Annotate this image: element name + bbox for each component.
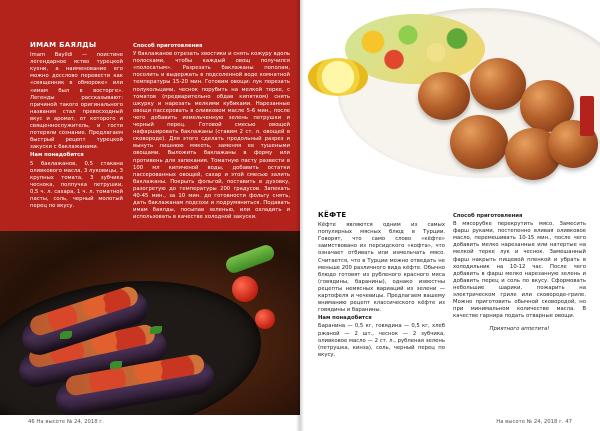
right-page xyxy=(300,0,600,431)
meatball xyxy=(418,72,470,120)
method-heading: Способ приготовления xyxy=(133,43,203,49)
right-column-intro xyxy=(318,212,445,412)
lemon-slice xyxy=(308,58,368,96)
article-intro: Кёфте являются одним из самых популярных мясных блюд в Турции. Говорят, что само слово «кёфте» заимствовано из персидского «кофта», что означает отбивать или измельчать мясо. Считается, что в Турции можно отведать не меньше 200 различного вида кёфте. Обычно блюдо готовят из рубленого красного мяса (говядины, баранины), однако известны рецепты немясных вариаций из зелени — картофеля и чечевицы. Предлагаем вашему вниманию рецепт классического кёфте из говядины и баранины. xyxy=(318,222,445,314)
ingredients-heading: Нам понадобится xyxy=(30,152,84,159)
meatball xyxy=(450,115,508,169)
stuffed-eggplant-photo xyxy=(0,231,300,431)
ingredients-text: 5 баклажанов, 0,5 стакана оливкового масла, 3 луковицы, 3 крупных томата, 3 зубчика чеснока, полпучка петрушки, 0,5 ч. л. сахара, 1 ч. л. томатной пасты, соль, черный молотый перец по вкусу. xyxy=(30,160,123,210)
tomato xyxy=(255,309,275,329)
kofte-photo xyxy=(300,0,600,205)
left-column-intro xyxy=(30,42,123,242)
article-title: ИМАМ БАЯЛДЫ xyxy=(30,41,97,49)
left-text-block xyxy=(30,42,290,242)
meatball xyxy=(470,58,526,110)
section-marker xyxy=(580,96,594,136)
method-heading: Способ приготовления xyxy=(453,213,523,219)
right-column-method xyxy=(453,212,586,412)
parsley-leaf xyxy=(60,331,72,339)
right-folio: На высоте № 24, 2018 г. 47 xyxy=(496,419,572,425)
parsley-leaf xyxy=(150,326,162,334)
method-text: У баклажанов отрезать хвостики и снять кожуру вдоль полосками, чтобы каждый овощ получился «полосатым». Разрезать баклажаны пополам, посолить и выдержать в подсоленной воде комнатной температуры 15-20 мин. Готовим овощи: лук порезать полукольцами, чеснок порубить на мелкой терке, с томатов (предварительно обдав кипятком) снять шкурку и нарезать мелкими кубиками. Нарезанные овощи пассеровать в оливковом масле 5-6 мин., после чего добавить измельченную зелень петрушки и черный перец. Готовой смесью овощей нафаршировать баклажаны (ставим 2 ст. л. овощей в сковороде). Для этого сделать продольный разрез и вынуть лишнюю мякоть, заменяя ее тушеными овощами. Выложить баклажаны в форму или противень для запекания. Томатную пасту развести в 100 мл кипяченой воды, добавить остатки пассерованных овощей, сахар и этой смесью залить баклажаны. Покрыть фольгой, поставить в духовку, разогретую до температуры 200 градусов. Запекать 40-45 мин., за 10 мин. до готовности фольгу снять, дать баклажанам подсохи и подрумяниться. Подавать имам баялды, посыпав зеленью, или охладить и использовать в качестве холодной закуски. xyxy=(133,51,290,221)
ingredients-text: Баранина — 0,5 кг, говядина — 0,5 кг, хлеб ржаной — 2 шт., чеснок — 2 зубчика, оливковое масло — 2 ст. л., рубленая зелень (петрушка, кинза), соль, черный перец по вкусу. xyxy=(318,323,445,358)
closing-line: Приятного аппетита! xyxy=(489,326,550,333)
ingredients-heading: Нам понадобится xyxy=(318,315,372,322)
article-title: КЁФТЕ xyxy=(318,211,347,219)
parsley-leaf xyxy=(110,361,122,369)
article-intro: Imam Bayildi — поистине легендарное яство турецкой кухни, а наименование его можно досслово перевести как «священник в обмороке» или «имам был в восторге». Легенды рассказывают: причиной такого оригинального названия стал превосходный вкус и аромат, от которого и священнослужитель, и гости потеряли сознание. Предлагаем быстрый рецепт турецкой закуски с баклажанами. xyxy=(30,52,123,151)
method-text: В мясорубке перекрутить мясо. Замесить фарш руками, постепенно вливая оливковое масло, перемешивать 10-15 мин., после чего добавить мелко нарезанные или натертые на мелкой терке лук и чеснок. Замешанный фарш накрыть пищевой пленкой и убрать в холодильник на 10-12 час. После чего добавить в фарш мелко нарезанную зелень и добавить перец и соль по вкусу. Сформовать небольшие шарики, пожарить на электрическом гриле или сковороде-гриле. Можно приготовить обычной сковородой, но при минимальном количестве масла. В качестве гарнира подать отварные овощи. xyxy=(453,221,586,320)
tomato xyxy=(232,276,258,302)
green-pepper xyxy=(224,243,276,275)
right-text-block xyxy=(318,212,586,412)
left-column-method xyxy=(133,42,290,242)
left-folio: 46 На высоте № 24, 2018 г. xyxy=(28,419,104,425)
